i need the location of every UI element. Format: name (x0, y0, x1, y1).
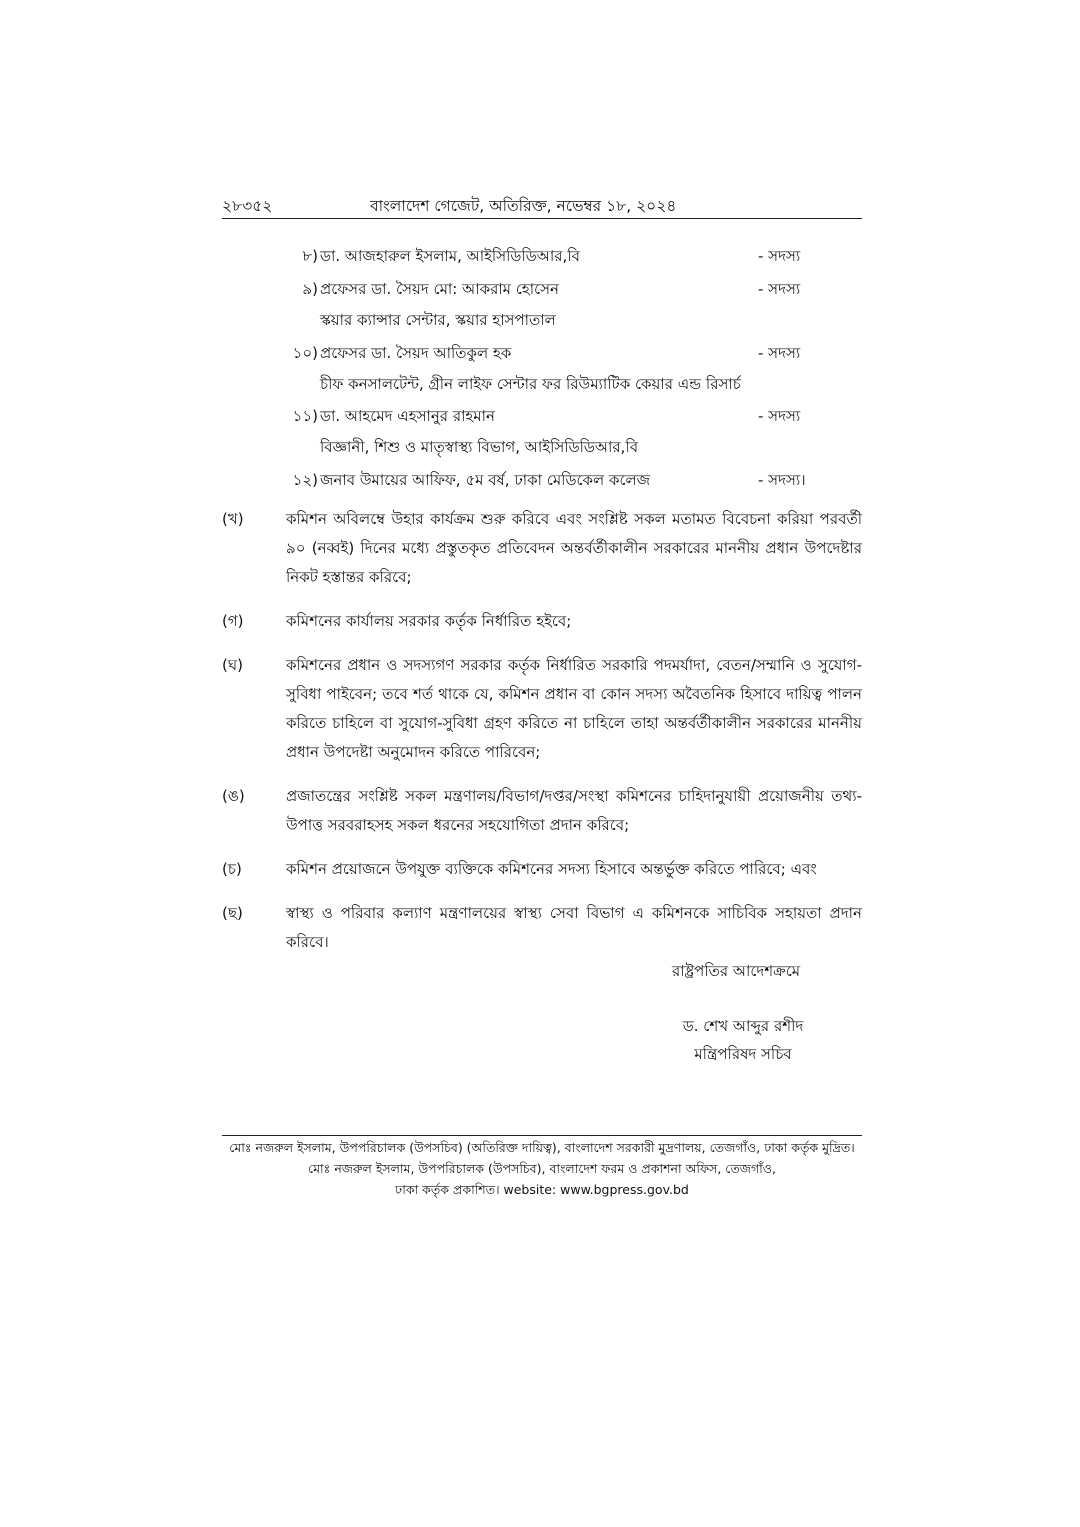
signatory-designation: মন্ত্রিপরিষদ সচিব (694, 1045, 792, 1063)
clause-label: (ছ) (222, 904, 243, 922)
clause-label: (খ) (222, 510, 244, 528)
signatory-name: ড. শেখ আব্দুর রশীদ (682, 1017, 804, 1035)
clause-label: (চ) (222, 860, 242, 878)
clause-text: কমিশন প্রয়োজনে উপযুক্ত ব্যক্তিকে কমিশনের সদস্য হিসাবে অন্তর্ভুক্ত করিতে পারিবে; এবং (286, 860, 817, 878)
clause-label: (গ) (222, 612, 244, 630)
member-item (222, 240, 862, 273)
member-number: ১২) (292, 471, 318, 489)
member-role: - সদস্য (758, 344, 801, 362)
clause-text: প্রজাতন্ত্রের সংশ্লিষ্ট সকল মন্ত্রণালয়/বিভাগ/দপ্তর/সংস্থা কমিশনের চাহিদানুযায়ী প্রয়োজনীয় তথ্য-উপাত্ত সরবরাহসহ সকল ধরনের সহযোগিতা প্রদান করিবে; (286, 787, 862, 834)
member-number: ৯) (302, 280, 318, 298)
member-role: - সদস্য। (758, 471, 806, 489)
member-role: - সদস্য (758, 247, 801, 265)
clause-item (222, 651, 862, 767)
member-name: প্রফেসর ডা. সৈয়দ মো: আকরাম হোসেন (320, 280, 559, 298)
footer-line: মোঃ নজরুল ইসলাম, উপপরিচালক (উপসচিব), বাংলাদেশ ফরম ও প্রকাশনা অফিস, তেজগাঁও, (308, 1161, 776, 1176)
clause-item (222, 607, 862, 636)
member-number: ৮) (302, 247, 318, 265)
member-item (222, 337, 862, 400)
page-number: ২৮৩৫২ (222, 197, 273, 215)
member-name: ডা. আজহারুল ইসলাম, আইসিডিডিআর,বি (320, 247, 580, 265)
page-header (222, 194, 862, 218)
gazette-title: বাংলাদেশ গেজেট, অতিরিক্ত, নভেম্বর ১৮, ২০২৪ (370, 197, 677, 215)
member-item (222, 273, 862, 337)
clause-label: (ঙ) (222, 787, 245, 805)
footer-line: ঢাকা কর্তৃক প্রকাশিত। website: www.bgpress.gov.bd (395, 1182, 689, 1197)
printer-footer (212, 1137, 872, 1200)
member-affiliation: বিজ্ঞানী, শিশু ও মাতৃস্বাস্থ্য বিভাগ, আইসিডিডিআর,বি (320, 438, 639, 456)
clause-label: (ঘ) (222, 656, 243, 674)
clause-item (222, 782, 862, 840)
member-item (222, 400, 862, 464)
member-role: - সদস্য (758, 280, 801, 298)
presidential-order-line: রাষ্ট্রপতির আদেশক্রমে (672, 962, 801, 980)
clause-text: কমিশনের কার্যালয় সরকার কর্তৃক নির্ধারিত হইবে; (286, 612, 572, 630)
clause-item (222, 855, 862, 884)
clause-item (222, 505, 862, 592)
member-affiliation: চীফ কনসালটেন্ট, গ্রীন লাইফ সেন্টার ফর রিউম্যাটিক কেয়ার এন্ড রিসার্চ (320, 375, 741, 393)
member-name: প্রফেসর ডা. সৈয়দ আতিকুল হক (320, 344, 512, 362)
clause-text: কমিশনের প্রধান ও সদস্যগণ সরকার কর্তৃক নির্ধারিত সরকারি পদমর্যাদা, বেতন/সম্মানি ও সুযোগ-সুবিধা পাইবেন; তবে শর্ত থাকে যে, কমিশন প্রধান বা কোন সদস্য অবৈতনিক হিসাবে দায়িত্ব পালন করিতে চাহিলে বা সুযোগ-সুবিধা গ্রহণ করিতে না চাহিলে তাহা অন্তর্বর্তীকালীন সরকারের মাননীয় প্রধান উপদেষ্টা অনুমোদন করিতে পারিবেন; (286, 656, 862, 761)
footer-line: মোঃ নজরুল ইসলাম, উপপরিচালক (উপসচিব) (অতিরিক্ত দায়িত্ব), বাংলাদেশ সরকারী মুদ্রণালয়, তেজগাঁও, ঢাকা কর্তৃক মুদ্রিত। (229, 1140, 855, 1155)
member-role: - সদস্য (758, 407, 801, 425)
member-number: ১০) (292, 344, 318, 362)
clause-text: স্বাস্থ্য ও পরিবার কল্যাণ মন্ত্রণালয়ের স্বাস্থ্য সেবা বিভাগ এ কমিশনকে সাচিবিক সহায়তা প্রদান করিবে। (286, 904, 862, 951)
member-item (222, 464, 862, 497)
clause-item (222, 899, 862, 957)
member-name: জনাব উমায়ের আফিফ, ৫ম বর্ষ, ঢাকা মেডিকেল কলেজ (320, 471, 651, 489)
member-list (222, 240, 862, 497)
member-affiliation: স্কয়ার ক্যান্সার সেন্টার, স্কয়ার হাসপাতাল (320, 311, 556, 329)
footer-rule (222, 1135, 862, 1136)
clause-list (222, 505, 862, 957)
signature-block (658, 1012, 828, 1068)
header-rule (222, 218, 862, 219)
member-number: ১১) (292, 407, 318, 425)
member-name: ডা. আহমেদ এহসানুর রাহমান (320, 407, 495, 425)
clause-text: কমিশন অবিলম্বে উহার কার্যক্রম শুরু করিবে এবং সংশ্লিষ্ট সকল মতামত বিবেচনা করিয়া পরবর্তী ৯০ (নব্বই) দিনের মধ্যে প্রস্তুতকৃত প্রতিবেদন অন্তর্বর্তীকালীন সরকারের মাননীয় প্রধান উপদেষ্টার নিকট হস্তান্তর করিবে; (286, 510, 862, 586)
